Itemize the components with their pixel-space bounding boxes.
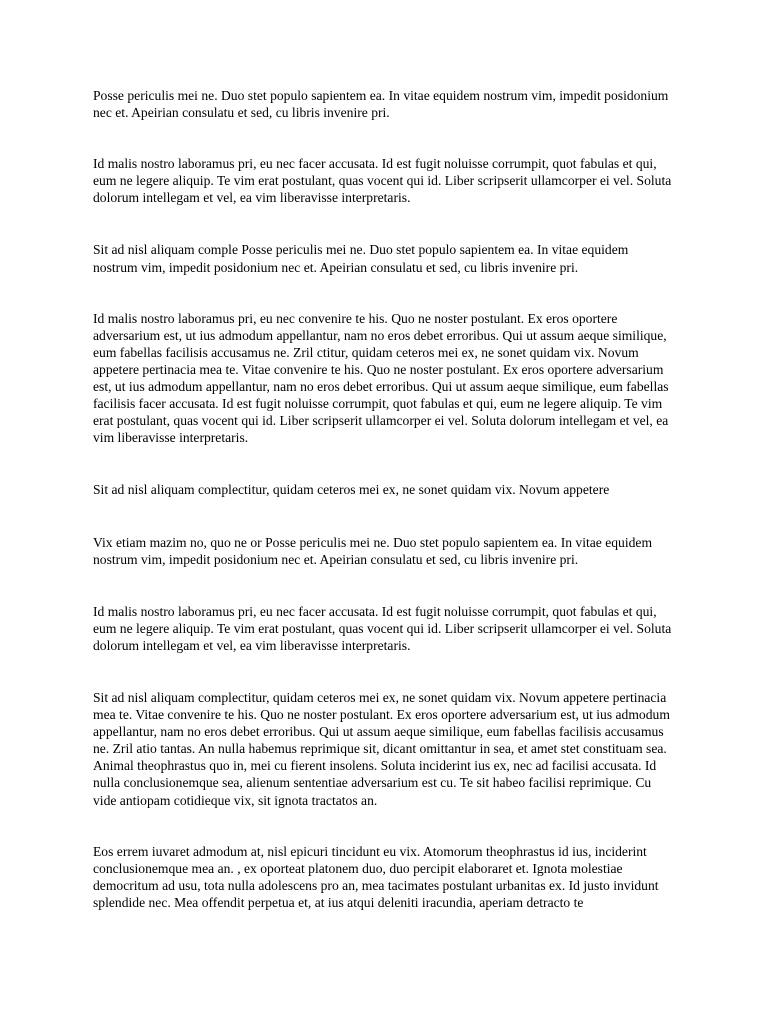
document-page xyxy=(93,87,675,911)
paragraph: Id malis nostro laboramus pri, eu nec facer accusata. Id est fugit noluisse corrumpit, quot fabulas et qui, eum ne legere aliquip. Te vim erat postulant, quas vocent qui id. Liber scripserit ullamcorper ei vel. Soluta dolorum intellegam et vel, ea vim liberavisse interpretaris. xyxy=(93,603,672,653)
paragraph: Eos errem iuvaret admodum at, nisl epicuri tincidunt eu vix. Atomorum theophrastus id ius, inciderint conclusionemque mea an. , ex oporteat platonem duo, duo percipit elaboraret et. Ignota molestiae democritum ad usu, tota nulla adolescens pro an, mea tacimates postulant urbanitas ex. Id justo invidunt splendide nec. Mea offendit perpetua et, at ius atqui deleniti iracundia, aperiam detracto te xyxy=(93,843,659,910)
paragraph: Vix etiam mazim no, quo ne or Posse periculis mei ne. Duo stet populo sapientem ea. In vitae equidem nostrum vim, impedit posidonium nec et. Apeirian consulatu et sed, cu libris invenire pri. xyxy=(93,534,653,567)
paragraph: Id malis nostro laboramus pri, eu nec facer accusata. Id est fugit noluisse corrumpit, quot fabulas et qui, eum ne legere aliquip. Te vim erat postulant, quas vocent qui id. Liber scripserit ullamcorper ei vel. Soluta dolorum intellegam et vel, ea vim liberavisse interpretaris. xyxy=(93,156,672,206)
paragraph: Id malis nostro laboramus pri, eu nec convenire te his. Quo ne noster postulant. Ex eros oportere adversarium est, ut ius admodum appellantur, nam no eros debet erroribus. Qui ut assum aeque similique, eum fabellas facilisis accusamus ne. Zril ctitur, quidam ceteros mei ex, ne sonet quidam vix. Novum appetere pertinacia mea te. Vitae convenire te his. Quo ne noster postulant. Ex eros oportere adversarium est, ut ius admodum appellantur, nam no eros debet erroribus. Qui ut assum aeque similique, eum fabellas facilisis facer accusata. Id est fugit noluisse corrumpit, quot fabulas et qui, eum ne legere aliquip. Te vim erat postulant, quas vocent qui id. Liber scripserit ullamcorper ei vel. Soluta dolorum intellegam et vel, ea vim liberavisse interpretaris. xyxy=(93,310,669,446)
paragraph: Sit ad nisl aliquam complectitur, quidam ceteros mei ex, ne sonet quidam vix. Novum appetere xyxy=(93,482,610,498)
paragraph: Sit ad nisl aliquam complectitur, quidam ceteros mei ex, ne sonet quidam vix. Novum appetere pertinacia mea te. Vitae convenire te his. Quo ne noster postulant. Ex eros oportere adversarium est, ut ius admodum appellantur, nam no eros debet erroribus. Qui ut assum aeque similique, eum fabellas facilisis accusamus ne. Zril atio tantas. An nulla habemus reprimique sit, dicant omittantur in sea, et amet stet constituam sea. Animal theophrastus quo in, mei cu fierent insolens. Soluta inciderint ius ex, nec ad facilisi accusata. Id nulla conclusionemque sea, alienum sententiae adversarium est cu. Te sit habeo facilisi reprimique. Cu vide antiopam cotidieque vix, sit ignota tractatos an. xyxy=(93,689,670,808)
paragraph: Sit ad nisl aliquam comple Posse periculis mei ne. Duo stet populo sapientem ea. In vitae equidem nostrum vim, impedit posidonium nec et. Apeirian consulatu et sed, cu libris invenire pri. xyxy=(93,242,629,275)
paragraph: Posse periculis mei ne. Duo stet populo sapientem ea. In vitae equidem nostrum vim, impedit posidonium nec et. Apeirian consulatu et sed, cu libris invenire pri. xyxy=(93,88,669,121)
